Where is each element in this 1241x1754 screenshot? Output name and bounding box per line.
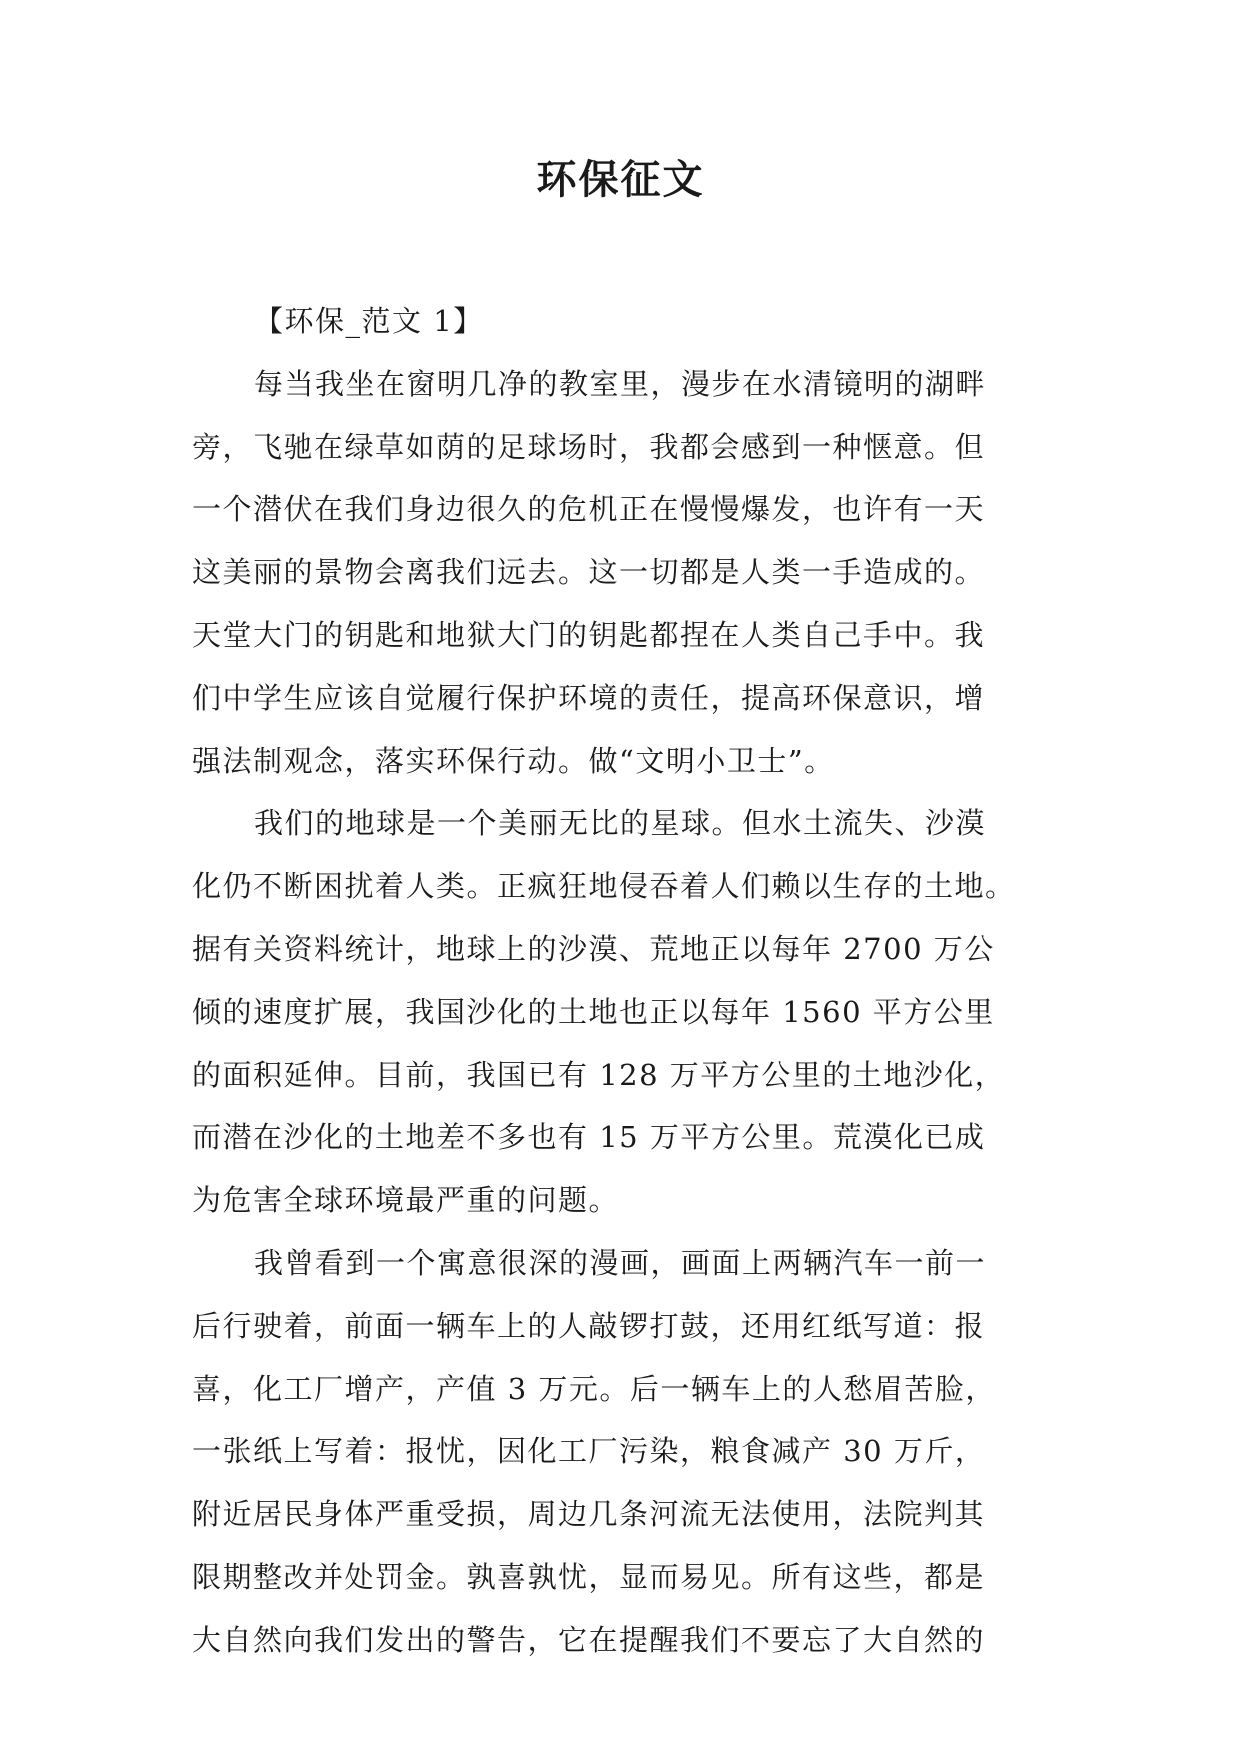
paragraph-1-line-2: 旁，飞驰在绿草如荫的足球场时，我都会感到一种惬意。但: [192, 429, 986, 464]
paragraph-2-line-7: 为危害全球环境最严重的问题。: [192, 1183, 620, 1218]
paragraph-3-line-3: 喜，化工厂增产，产值 3 万元。后一辆车上的人愁眉苦脸，: [192, 1371, 996, 1406]
section-label: 【环保_范文 1】: [254, 304, 484, 338]
document-title: 环保征文: [536, 157, 705, 203]
paragraph-3-line-6: 限期整改并处罚金。孰喜孰忧，显而易见。所有这些，都是: [192, 1559, 986, 1594]
paragraph-3-line-5: 附近居民身体严重受损，周边几条河流无法使用，法院判其: [192, 1497, 986, 1532]
paragraph-3-line-4: 一张纸上写着：报忧，因化工厂污染，粮食减产 30 万斤，: [192, 1434, 986, 1469]
paragraph-2-line-3: 据有关资料统计，地球上的沙漠、荒地正以每年 2700 万公: [192, 931, 995, 966]
paragraph-3-line-7: 大自然向我们发出的警告，它在提醒我们不要忘了大自然的: [192, 1622, 986, 1657]
paragraph-1-line-3: 一个潜伏在我们身边很久的危机正在慢慢爆发，也许有一天: [192, 492, 986, 527]
document-body: [192, 290, 1052, 1672]
paragraph-1-line-4: 这美丽的景物会离我们远去。这一切都是人类一手造成的。: [192, 555, 986, 590]
paragraph-1-line-6: 们中学生应该自觉履行保护环境的责任，提高环保意识，增: [192, 680, 986, 715]
paragraph-3-line-2: 后行驶着，前面一辆车上的人敲锣打鼓，还用红纸写道：报: [192, 1308, 986, 1343]
paragraph-3-line-1: 我曾看到一个寓意很深的漫画，画面上两辆汽车一前一: [254, 1245, 987, 1280]
paragraph-1-line-5: 天堂大门的钥匙和地狱大门的钥匙都捏在人类自己手中。我: [192, 617, 986, 652]
paragraph-2-line-5: 的面积延伸。目前，我国已有 128 万平方公里的土地沙化，: [192, 1057, 1006, 1092]
paragraph-2-line-6: 而潜在沙化的土地差不多也有 15 万平方公里。荒漠化已成: [192, 1120, 986, 1155]
paragraph-2-line-2: 化仍不断困扰着人类。正疯狂地侵吞着人们赖以生存的土地。: [192, 869, 1016, 904]
paragraph-2-line-4: 倾的速度扩展，我国沙化的土地也正以每年 1560 平方公里: [192, 994, 995, 1029]
paragraph-2-line-1: 我们的地球是一个美丽无比的星球。但水土流失、沙漠: [254, 806, 987, 841]
paragraph-1-line-1: 每当我坐在窗明几净的教室里，漫步在水清镜明的湖畔: [254, 366, 987, 401]
paragraph-1-line-7: 强法制观念，落实环保行动。做“文明小卫士”。: [192, 743, 835, 778]
